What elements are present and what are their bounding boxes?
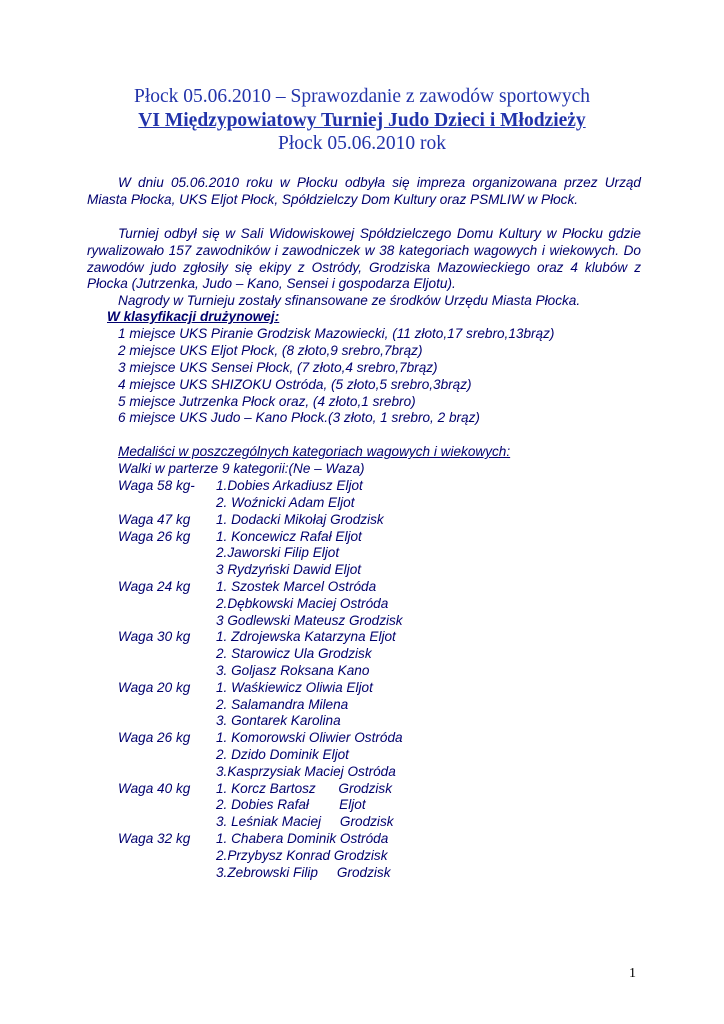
header-title: Płock 05.06.2010 – Sprawozdanie z zawodów sportowych bbox=[134, 86, 590, 107]
medalist-entry: 3. Gontarek Karolina bbox=[216, 713, 341, 728]
medalist-entry: 2. Woźnicki Adam Eljot bbox=[216, 495, 355, 510]
medalist-entry: 2. Dobies Rafał Eljot bbox=[216, 797, 366, 812]
weight-category-label: Waga 24 kg bbox=[118, 579, 191, 594]
team-standing-item: 1 miejsce UKS Piranie Grodzisk Mazowiecki, (11 złoto,17 srebro,13brąz) bbox=[118, 326, 555, 341]
medalist-entry: 2.Jaworski Filip Eljot bbox=[216, 545, 340, 560]
intro-paragraph-1: W dniu 05.06.2010 roku w Płocku odbyła się impreza organizowana przez Urząd Miasta Płocka, UKS Eljot Płock, Spółdzielczy Dom Kultury oraz PSMLIW w Płock. bbox=[87, 175, 641, 207]
medalist-entry: 1. Waśkiewicz Oliwia Eljot bbox=[216, 680, 373, 695]
weight-category-label: Waga 40 kg bbox=[118, 781, 191, 796]
medalist-entry: 3.Kasprzysiak Maciej Ostróda bbox=[216, 764, 396, 779]
tournament-title: VI Międzypowiatowy Turniej Judo Dzieci i Młodzieży bbox=[138, 110, 586, 131]
medalist-entry: 3.Zebrowski Filip Grodzisk bbox=[216, 865, 391, 880]
medalists-subheading: Walki w parterze 9 kategorii:(Ne – Waza) bbox=[118, 461, 365, 476]
team-standing-item: 3 miejsce UKS Sensei Płock, (7 złoto,4 srebro,7brąz) bbox=[118, 360, 438, 375]
medalist-entry: 3 Rydzyński Dawid Eljot bbox=[216, 562, 362, 577]
medalist-entry: 2.Przybysz Konrad Grodzisk bbox=[216, 848, 388, 863]
weight-category-label: Waga 32 kg bbox=[118, 831, 191, 846]
weight-category-label: Waga 58 kg- bbox=[118, 478, 195, 493]
medalist-entry: 2.Dębkowski Maciej Ostróda bbox=[216, 596, 389, 611]
medalist-entry: 2. Salamandra Milena bbox=[216, 697, 349, 712]
medalist-entry: 1. Zdrojewska Katarzyna Eljot bbox=[216, 629, 396, 644]
team-standing-item: 4 miejsce UKS SHIZOKU Ostróda, (5 złoto,5 srebro,3brąz) bbox=[118, 377, 472, 392]
weight-category-label: Waga 30 kg bbox=[118, 629, 191, 644]
header-date: Płock 05.06.2010 rok bbox=[278, 133, 446, 154]
team-standing-item: 2 miejsce UKS Eljot Płock, (8 złoto,9 srebro,7brąz) bbox=[118, 343, 423, 358]
intro-paragraph-2: Turniej odbył się w Sali Widowiskowej Spółdzielczego Domu Kultury w Płocku gdzie rywalizowało 157 zawodników i zawodniczek w 38 kategoriach wagowych i wiekowych. Do zawodów judo zgłosiły się ekipy z Ostródy, Grodziska Mazowieckiego oraz 4 klubów z Płocka (Jutrzenka, Judo – Kano, Sensei i gospodarza Eljotu). bbox=[87, 226, 641, 292]
medalist-entry: 1. Koncewicz Rafał Eljot bbox=[216, 529, 362, 544]
weight-category-label: Waga 47 kg bbox=[118, 512, 191, 527]
page-number: 1 bbox=[629, 966, 636, 981]
medalist-entry: 3. Leśniak Maciej Grodzisk bbox=[216, 814, 394, 829]
medalist-entry: 1.Dobies Arkadiusz Eljot bbox=[216, 478, 363, 493]
medalist-entry: 1. Dodacki Mikołaj Grodzisk bbox=[216, 512, 384, 527]
team-standing-item: 6 miejsce UKS Judo – Kano Płock.(3 złoto, 1 srebro, 2 brąz) bbox=[118, 410, 480, 425]
medalist-entry: 3 Godlewski Mateusz Grodzisk bbox=[216, 613, 403, 628]
medalist-entry: 2. Starowicz Ula Grodzisk bbox=[216, 646, 372, 661]
medalist-entry: 1. Szostek Marcel Ostróda bbox=[216, 579, 377, 594]
team-classification-heading: W klasyfikacji drużynowej: bbox=[107, 309, 280, 324]
intro-paragraph-3: Nagrody w Turnieju zostały sfinansowane ze środków Urzędu Miasta Płocka. bbox=[118, 293, 581, 308]
weight-category-label: Waga 26 kg bbox=[118, 730, 191, 745]
medalist-entry: 2. Dzido Dominik Eljot bbox=[216, 747, 349, 762]
medalist-entry: 1. Komorowski Oliwier Ostróda bbox=[216, 730, 403, 745]
team-standing-item: 5 miejsce Jutrzenka Płock oraz, (4 złoto,1 srebro) bbox=[118, 394, 416, 409]
medalist-entry: 1. Chabera Dominik Ostróda bbox=[216, 831, 389, 846]
medalist-entry: 1. Korcz Bartosz Grodzisk bbox=[216, 781, 393, 796]
medalists-heading: Medaliści w poszczególnych kategoriach wagowych i wiekowych: bbox=[118, 444, 511, 459]
weight-category-label: Waga 26 kg bbox=[118, 529, 191, 544]
weight-category-label: Waga 20 kg bbox=[118, 680, 191, 695]
medalist-entry: 3. Goljasz Roksana Kano bbox=[216, 663, 370, 678]
